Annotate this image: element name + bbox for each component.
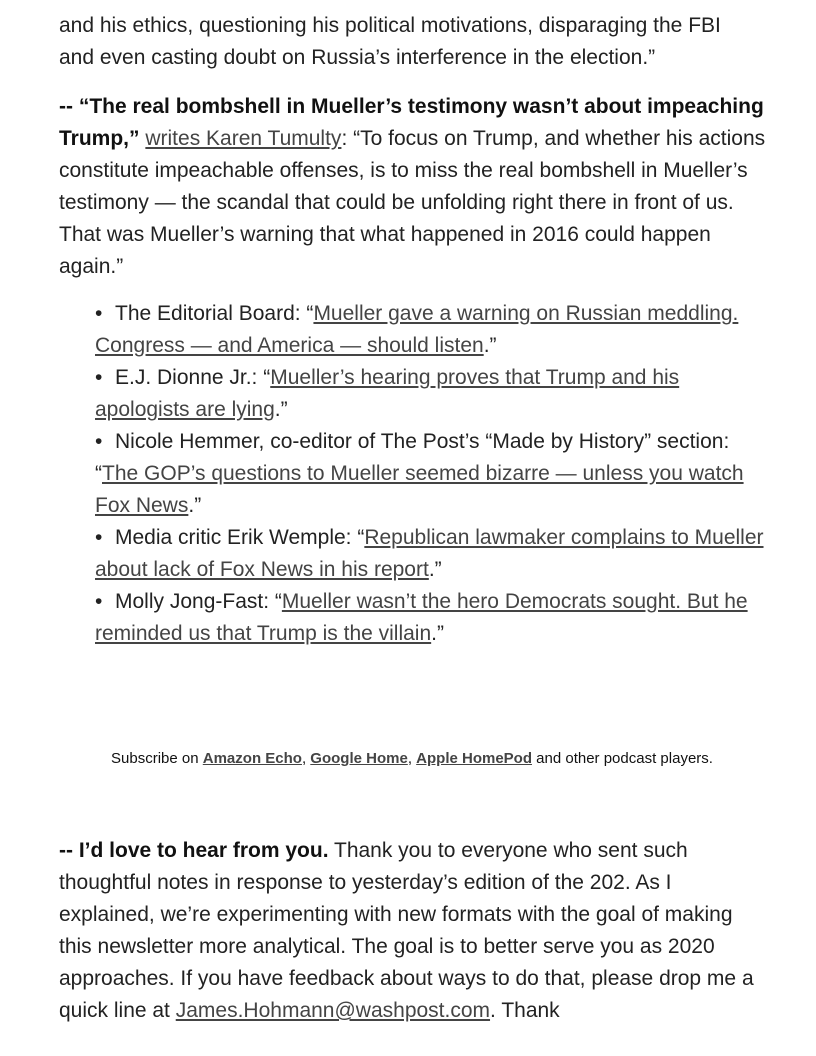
bold-lead: -- I’d love to hear from you.	[59, 839, 329, 862]
apple-homepod-link[interactable]: Apple HomePod	[416, 750, 532, 767]
list-item-prefix: Nicole Hemmer, co-editor of The Post’s “Made by History” section: “	[95, 430, 730, 485]
list-item-suffix: .”	[428, 558, 442, 581]
paragraph-text: Thank you to everyone who sent such thoughtful notes in response to yesterday’s edition of the 202. As I explained, we’re experimenting with new formats with the goal of making this newsletter more analytical. The goal is to better serve you as 2020 approaches. If you have feedback about ways to do that, please drop me a quick line at	[59, 839, 754, 1022]
article-link[interactable]: Mueller gave a warning on Russian meddling. Congress — and America — should listen	[95, 302, 739, 357]
subscribe-prefix: Subscribe on	[111, 750, 203, 767]
podcast-subscribe-line	[100, 743, 724, 775]
karen-tumulty-link[interactable]: writes Karen Tumulty	[145, 127, 342, 150]
paragraph-feedback	[59, 835, 769, 1027]
list-item	[95, 426, 775, 522]
paragraph-bombshell	[59, 91, 769, 283]
paragraph-line: and even casting doubt on Russia’s interference in the election.”	[59, 46, 656, 69]
separator: ,	[407, 750, 417, 767]
list-item	[95, 586, 775, 650]
list-item-suffix: .”	[274, 398, 288, 421]
list-item-suffix: .”	[188, 494, 202, 517]
list-item	[95, 362, 775, 426]
article-link[interactable]: Mueller wasn’t the hero Democrats sought. But he reminded us that Trump is the villain	[95, 590, 748, 645]
bold-lead: -- “The real bombshell in Mueller’s testimony wasn’t about impeaching Trump,”	[59, 95, 764, 150]
paragraph-continuation	[59, 10, 769, 74]
list-item-prefix: The Editorial Board: “	[115, 302, 314, 325]
bullet-glyph: •	[95, 302, 103, 325]
article-link[interactable]: The GOP’s questions to Mueller seemed bizarre — unless you watch Fox News	[95, 462, 744, 517]
opinion-links-list	[95, 298, 775, 650]
article-link[interactable]: Republican lawmaker complains to Mueller about lack of Fox News in his report	[95, 526, 764, 581]
list-item-prefix: Molly Jong-Fast: “	[115, 590, 282, 613]
list-item-prefix: Media critic Erik Wemple: “	[115, 526, 365, 549]
separator: ,	[301, 750, 311, 767]
list-item-suffix: .”	[483, 334, 497, 357]
bullet-glyph: •	[95, 526, 103, 549]
list-item	[95, 298, 775, 362]
bullet-glyph: •	[95, 590, 103, 613]
paragraph-line: and his ethics, questioning his political motivations, disparaging the FBI	[59, 14, 721, 37]
bullet-glyph: •	[95, 430, 103, 453]
list-item-suffix: .”	[431, 622, 444, 645]
list-item-prefix: E.J. Dionne Jr.: “	[115, 366, 271, 389]
paragraph-text-end: . Thank	[490, 999, 560, 1022]
list-item	[95, 522, 775, 586]
amazon-echo-link[interactable]: Amazon Echo	[202, 750, 302, 767]
bullet-glyph: •	[95, 366, 103, 389]
email-link[interactable]: James.Hohmann@washpost.com	[175, 999, 491, 1022]
paragraph-text: : “To focus on Trump, and whether his actions constitute impeachable offenses, is to miss the real bombshell in Mueller’s testimony — the scandal that could be unfolding right there in front of us. That was Mueller’s warning that what happened in 2016 could happen again.”	[59, 127, 766, 278]
article-link[interactable]: Mueller’s hearing proves that Trump and his apologists are lying	[95, 366, 680, 421]
subscribe-suffix: and other podcast players.	[532, 750, 713, 767]
google-home-link[interactable]: Google Home	[310, 750, 408, 767]
